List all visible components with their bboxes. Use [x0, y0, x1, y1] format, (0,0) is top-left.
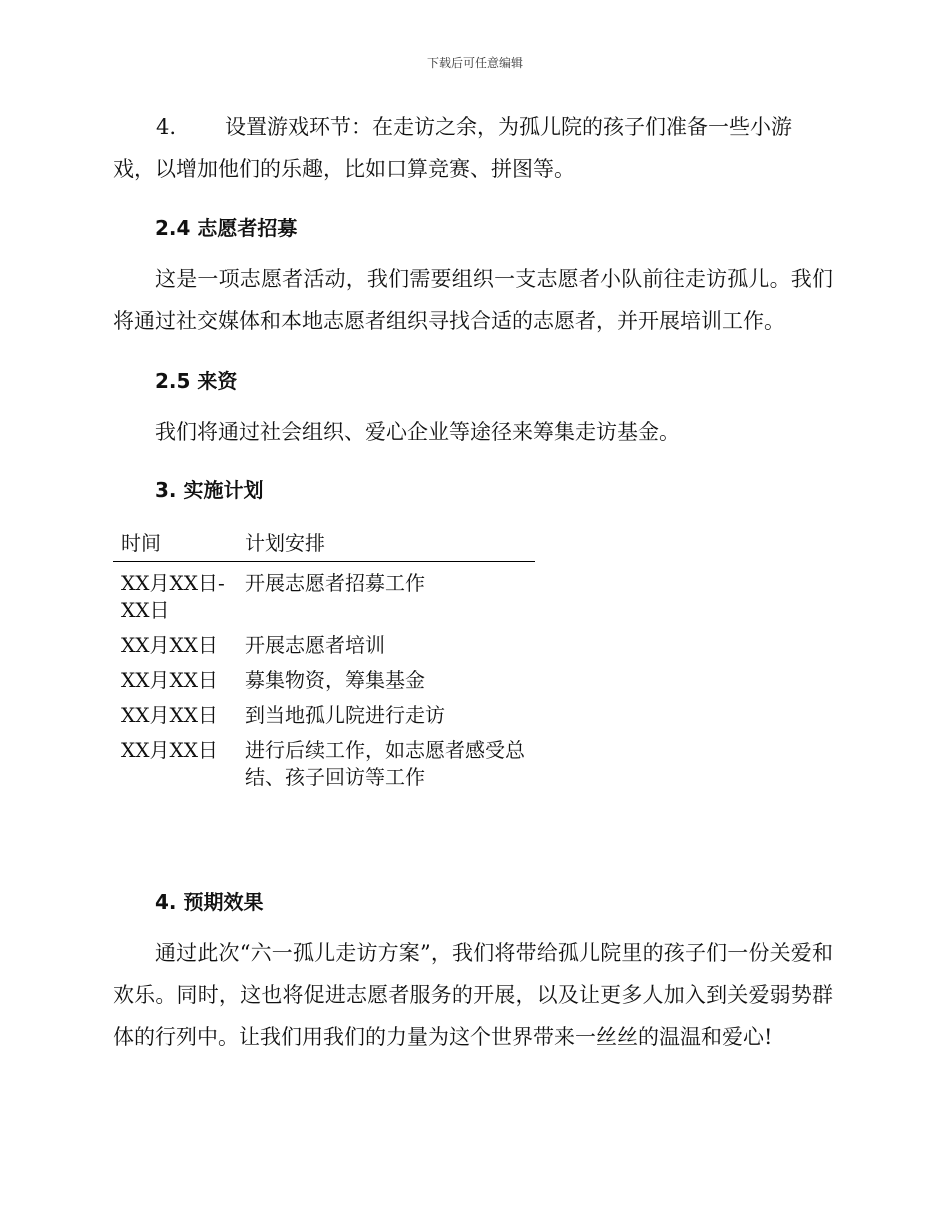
list-item-4 — [113, 106, 833, 190]
table-cell-time: XX月XX日-XX日 — [121, 571, 225, 622]
table-cell-plan: 开展志愿者培训 — [245, 633, 385, 657]
page-header-note: 下载后可任意编辑 — [426, 56, 523, 70]
section-body-2-5: 我们将通过社会组织、爱心企业等途径来筹集走访基金。 — [155, 420, 680, 444]
table-cell-time: XX月XX日 — [121, 633, 218, 657]
list-item-text: 设置游戏环节：在走访之余，为孤儿院的孩子们准备一些小游戏，以增加他们的乐趣，比如口算竞赛、拼图等。 — [113, 115, 792, 181]
table-row — [113, 729, 535, 791]
table-row — [113, 659, 535, 694]
list-item-number: 4. — [156, 115, 177, 139]
section-heading-2-4: 2.4 志愿者招募 — [155, 216, 298, 240]
table-header-plan: 计划安排 — [237, 528, 535, 562]
table-cell-time: XX月XX日 — [121, 738, 218, 762]
section-heading-3: 3. 实施计划 — [155, 478, 264, 502]
table-cell-plan: 到当地孤儿院进行走访 — [245, 703, 445, 727]
plan-table — [113, 528, 535, 791]
section-body-4: 通过此次“六一孤儿走访方案”，我们将带给孤儿院里的孩子们一份关爱和欢乐。同时，这也将促进志愿者服务的开展，以及让更多人加入到关爱弱势群体的行列中。让我们用我们的力量为这个世界带来一丝丝的温温和爱心! — [113, 941, 833, 1049]
table-cell-plan: 募集物资，筹集基金 — [245, 668, 425, 692]
section-heading-2-5: 2.5 来资 — [155, 369, 238, 393]
table-row — [113, 694, 535, 729]
table-cell-plan: 开展志愿者招募工作 — [245, 571, 425, 595]
table-header-time: 时间 — [113, 528, 237, 562]
section-heading-4: 4. 预期效果 — [155, 890, 264, 914]
table-header-row — [113, 528, 535, 562]
table-cell-time: XX月XX日 — [121, 668, 218, 692]
table-cell-time: XX月XX日 — [121, 703, 218, 727]
table-row — [113, 562, 535, 625]
section-body-2-4: 这是一项志愿者活动，我们需要组织一支志愿者小队前往走访孤儿。我们将通过社交媒体和本地志愿者组织寻找合适的志愿者，并开展培训工作。 — [113, 267, 833, 333]
table-cell-plan: 进行后续工作，如志愿者感受总结、孩子回访等工作 — [245, 738, 525, 789]
table-row — [113, 624, 535, 659]
